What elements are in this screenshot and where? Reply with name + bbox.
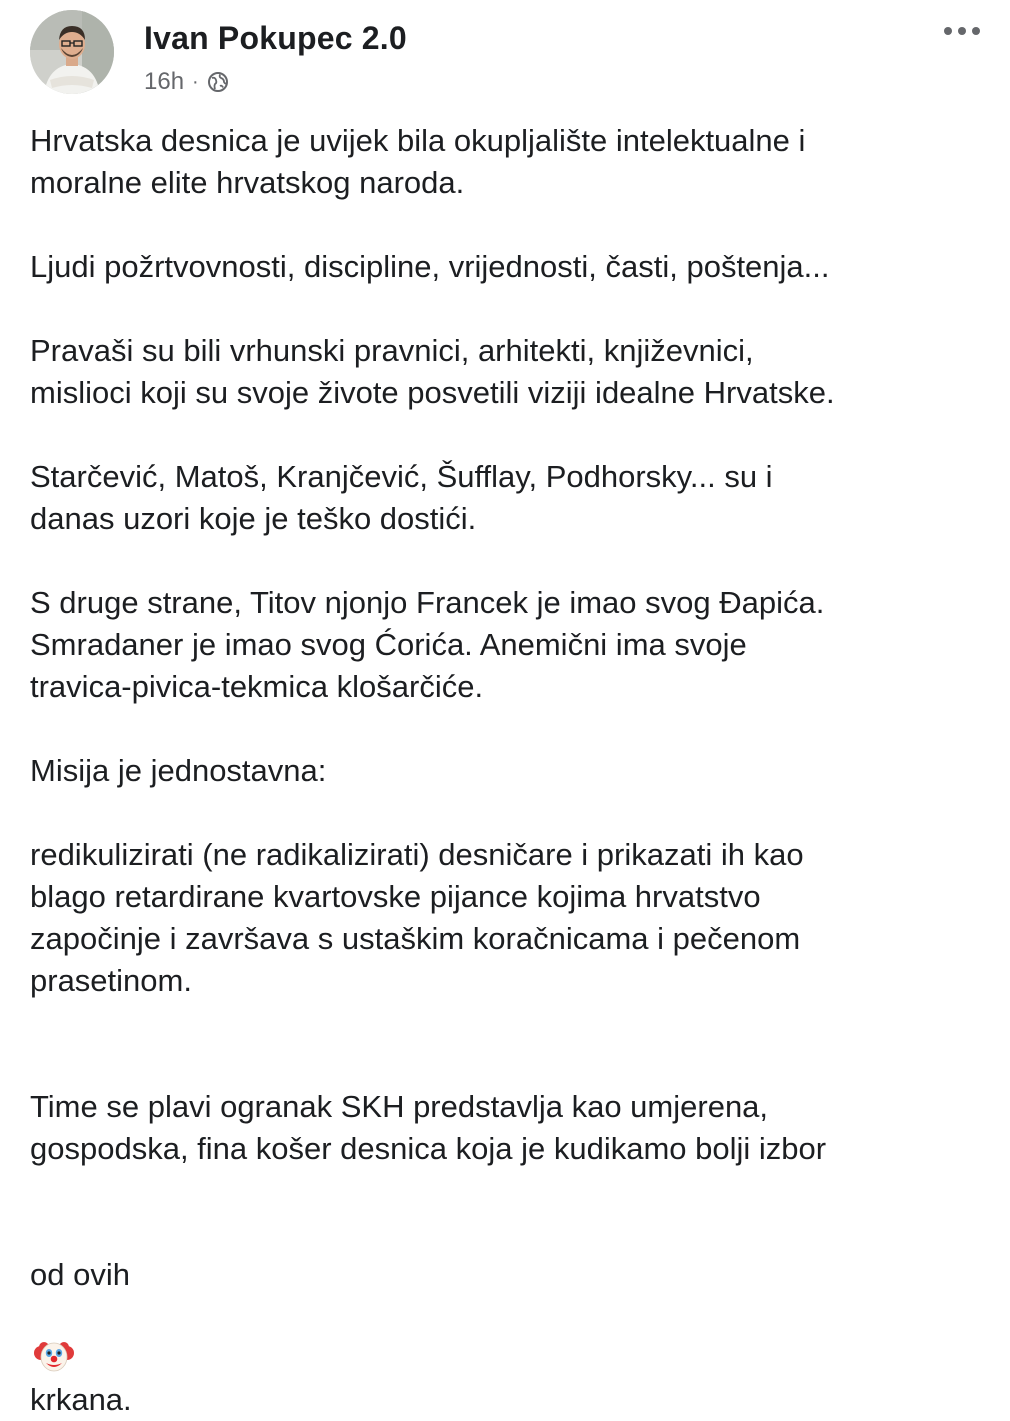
last-line-after: krkana. xyxy=(30,1382,132,1417)
post-paragraph: Pravaši su bili vrhunski pravnici, arhitekti, književnici, mislioci koji su svoje živote posvetili viziji idealne Hrvatske. xyxy=(30,333,835,410)
post-meta xyxy=(144,68,229,96)
post-paragraph: Starčević, Matoš, Kranjčević, Šufflay, Podhorsky... su i danas uzori koje je teško dostići. xyxy=(30,459,773,536)
post-paragraph: Misija je jednostavna: xyxy=(30,753,327,788)
more-options-button[interactable] xyxy=(940,16,984,46)
avatar-photo xyxy=(30,10,114,94)
meta-separator: · xyxy=(192,71,199,93)
post-paragraph: S druge strane, Titov njonjo Francek je imao svog Đapića. Smradaner je imao svog Ćorića. Anemični ima svoje travica-pivica-tekmica klošarčiće. xyxy=(30,585,825,704)
author-name[interactable]: Ivan Pokupec 2.0 xyxy=(144,20,407,56)
post-text xyxy=(30,120,985,1421)
post-paragraph: Hrvatska desnica je uvijek bila okupljalište intelektualne i moralne elite hrvatskog naroda. xyxy=(30,123,806,200)
post-paragraph-last xyxy=(30,1044,985,1421)
more-options-icon xyxy=(940,25,984,37)
last-line-before: od ovih xyxy=(30,1257,130,1292)
avatar[interactable] xyxy=(30,10,114,94)
clown-face-icon xyxy=(34,1296,74,1332)
post-paragraph: Ljudi požrtvovnosti, discipline, vrijednosti, časti, poštenja... xyxy=(30,249,830,284)
post-time[interactable]: 16h xyxy=(144,68,185,95)
post-header xyxy=(30,10,990,100)
post-paragraph: redikulizirati (ne radikalizirati) desničare i prikazati ih kao blago retardirane kvartovske pijance kojima hrvatstvo započinje i završava s ustaškim koračnicama i pečenom prasetinom. xyxy=(30,837,804,998)
post-paragraph-text: Time se plavi ogranak SKH predstavlja kao umjerena, gospodska, fina košer desnica koja je kudikamo bolji izbor xyxy=(30,1089,827,1166)
globe-icon xyxy=(207,71,229,93)
